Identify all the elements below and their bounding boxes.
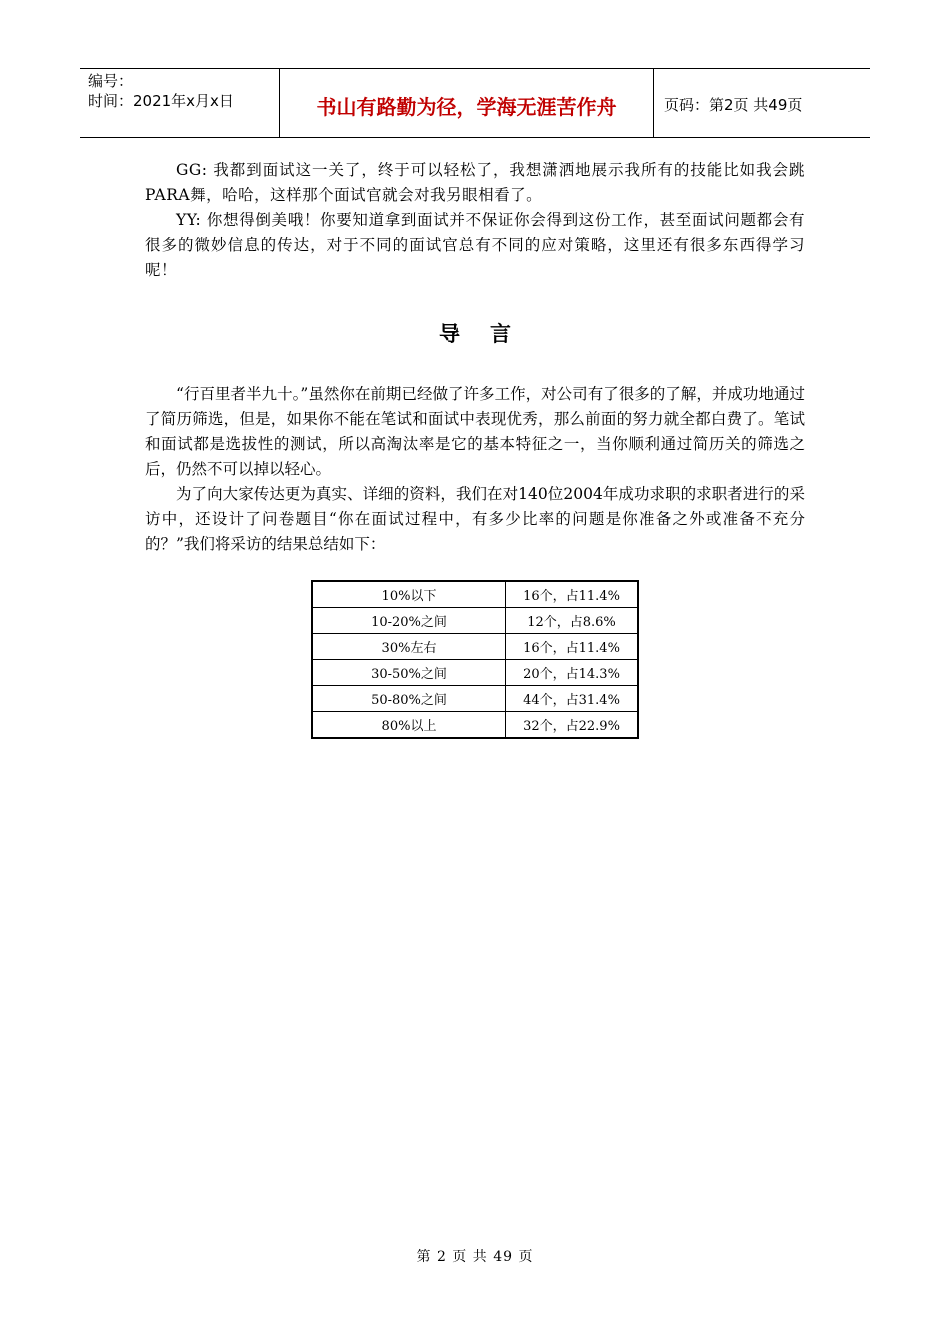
survey-table [311, 580, 639, 739]
date-label: 时间：2021年x月x日 [88, 92, 234, 110]
dialog-line-gg: GG: 我都到面试这一关了，终于可以轻松了，我想潇洒地展示我所有的技能比如我会跳PARA舞，哈哈，这样那个面试官就会对我另眼相看了。 [145, 161, 805, 204]
table-row [312, 660, 638, 686]
table-row [312, 634, 638, 660]
page-header [80, 68, 870, 138]
table-cell-result: 32个，占22.9% [506, 712, 639, 739]
table-cell-result: 20个，占14.3% [506, 660, 639, 686]
number-label: 编号： [88, 72, 134, 90]
table-cell-result: 16个，占11.4% [506, 634, 639, 660]
header-motto: 书山有路勤为径，学海无涯苦作舟 [280, 69, 654, 137]
table-row [312, 608, 638, 634]
intro-paragraph: 为了向大家传达更为真实、详细的资料，我们在对140位2004年成功求职的求职者进行的采访中，还设计了问卷题目“你在面试过程中，有多少比率的问题是你准备之外或准备不充分的？”我们将采访的结果总结如下： [145, 485, 805, 553]
table-cell-result: 44个，占31.4% [506, 686, 639, 712]
table-cell-result: 12个，占8.6% [506, 608, 639, 634]
table-cell-range: 10-20%之间 [312, 608, 506, 634]
table-cell-range: 10%以下 [312, 581, 506, 608]
header-meta [80, 69, 280, 137]
table-row [312, 712, 638, 739]
intro-paragraph: “行百里者半九十。”虽然你在前期已经做了许多工作，对公司有了很多的了解，并成功地通过了简历筛选，但是，如果你不能在笔试和面试中表现优秀，那么前面的努力就全都白费了。笔试和面试都是选拔性的测试，所以高淘汰率是它的基本特征之一，当你顺利通过简历关的筛选之后，仍然不可以掉以轻心。 [145, 385, 805, 478]
dialog-line-yy: YY: 你想得倒美哦！你要知道拿到面试并不保证你会得到这份工作，甚至面试问题都会有很多的微妙信息的传达，对于不同的面试官总有不同的应对策略，这里还有很多东西得学习呢！ [145, 211, 805, 279]
table-cell-range: 30-50%之间 [312, 660, 506, 686]
section-title: 导言 [439, 322, 541, 346]
page-footer: 第 2 页 共 49 页 [416, 1249, 534, 1265]
table-row [312, 581, 638, 608]
intro-section [145, 382, 805, 557]
dialog-section [145, 158, 805, 283]
table-cell-result: 16个，占11.4% [506, 581, 639, 608]
table-cell-range: 30%左右 [312, 634, 506, 660]
table-cell-range: 80%以上 [312, 712, 506, 739]
table-row [312, 686, 638, 712]
header-page-number: 页码：第2页 共49页 [664, 95, 803, 114]
table-cell-range: 50-80%之间 [312, 686, 506, 712]
